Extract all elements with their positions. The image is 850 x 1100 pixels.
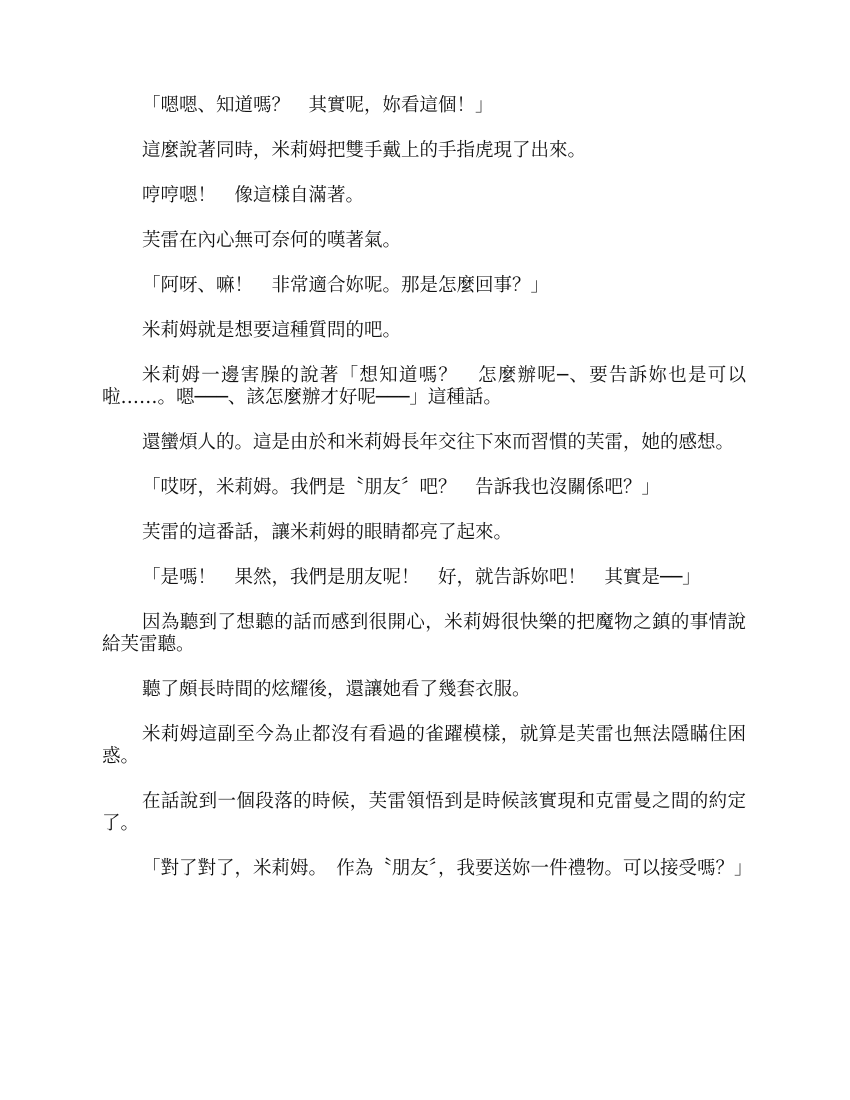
paragraph: 因為聽到了想聽的話而感到很開心，米莉姆很快樂的把魔物之鎮的事情說給芙雷聽。 — [102, 612, 746, 655]
paragraph: 聽了頗長時間的炫耀後，還讓她看了幾套衣服。 — [142, 679, 531, 700]
paragraph: 芙雷的這番話，讓米莉姆的眼睛都亮了起來。 — [142, 522, 513, 543]
paragraph: 「是嗎！ 果然，我們是朋友呢！ 好，就告訴妳吧！ 其實是──」 — [142, 567, 701, 588]
paragraph: 哼哼嗯！ 像這樣自滿著。 — [142, 185, 365, 206]
paragraph: 「阿呀、嘛！ 非常適合妳呢。那是怎麼回事？」 — [142, 275, 550, 296]
paragraph: 在話說到一個段落的時候，芙雷領悟到是時候該實現和克雷曼之間的約定了。 — [102, 791, 746, 834]
paragraph: 還蠻煩人的。這是由於和米莉姆長年交往下來而習慣的芙雷，她的感想。 — [142, 432, 735, 453]
document-body — [102, 95, 753, 903]
paragraph: 芙雷在內心無可奈何的嘆著氣。 — [142, 230, 402, 251]
paragraph: 「對了對了，米莉姆。 作為〝朋友〞，我要送妳一件禮物。可以接受嗎？」 — [142, 858, 753, 879]
paragraph: 這麼說著同時，米莉姆把雙手戴上的手指虎現了出來。 — [142, 140, 587, 161]
paragraph: 米莉姆一邊害臊的說著「想知道嗎？ 怎麼辦呢─、要告訴妳也是可以啦……。嗯───、該怎麼辦才好呢───」這種話。 — [102, 365, 746, 408]
paragraph: 米莉姆這副至今為止都沒有看過的雀躍模樣，就算是芙雷也無法隱瞞住困惑。 — [102, 724, 746, 767]
paragraph: 「嗯嗯、知道嗎？ 其實呢，妳看這個！」 — [142, 95, 494, 116]
paragraph: 米莉姆就是想要這種質問的吧。 — [142, 320, 402, 341]
paragraph: 「哎呀，米莉姆。我們是〝朋友〞吧？ 告訴我也沒關係吧？」 — [142, 477, 661, 498]
